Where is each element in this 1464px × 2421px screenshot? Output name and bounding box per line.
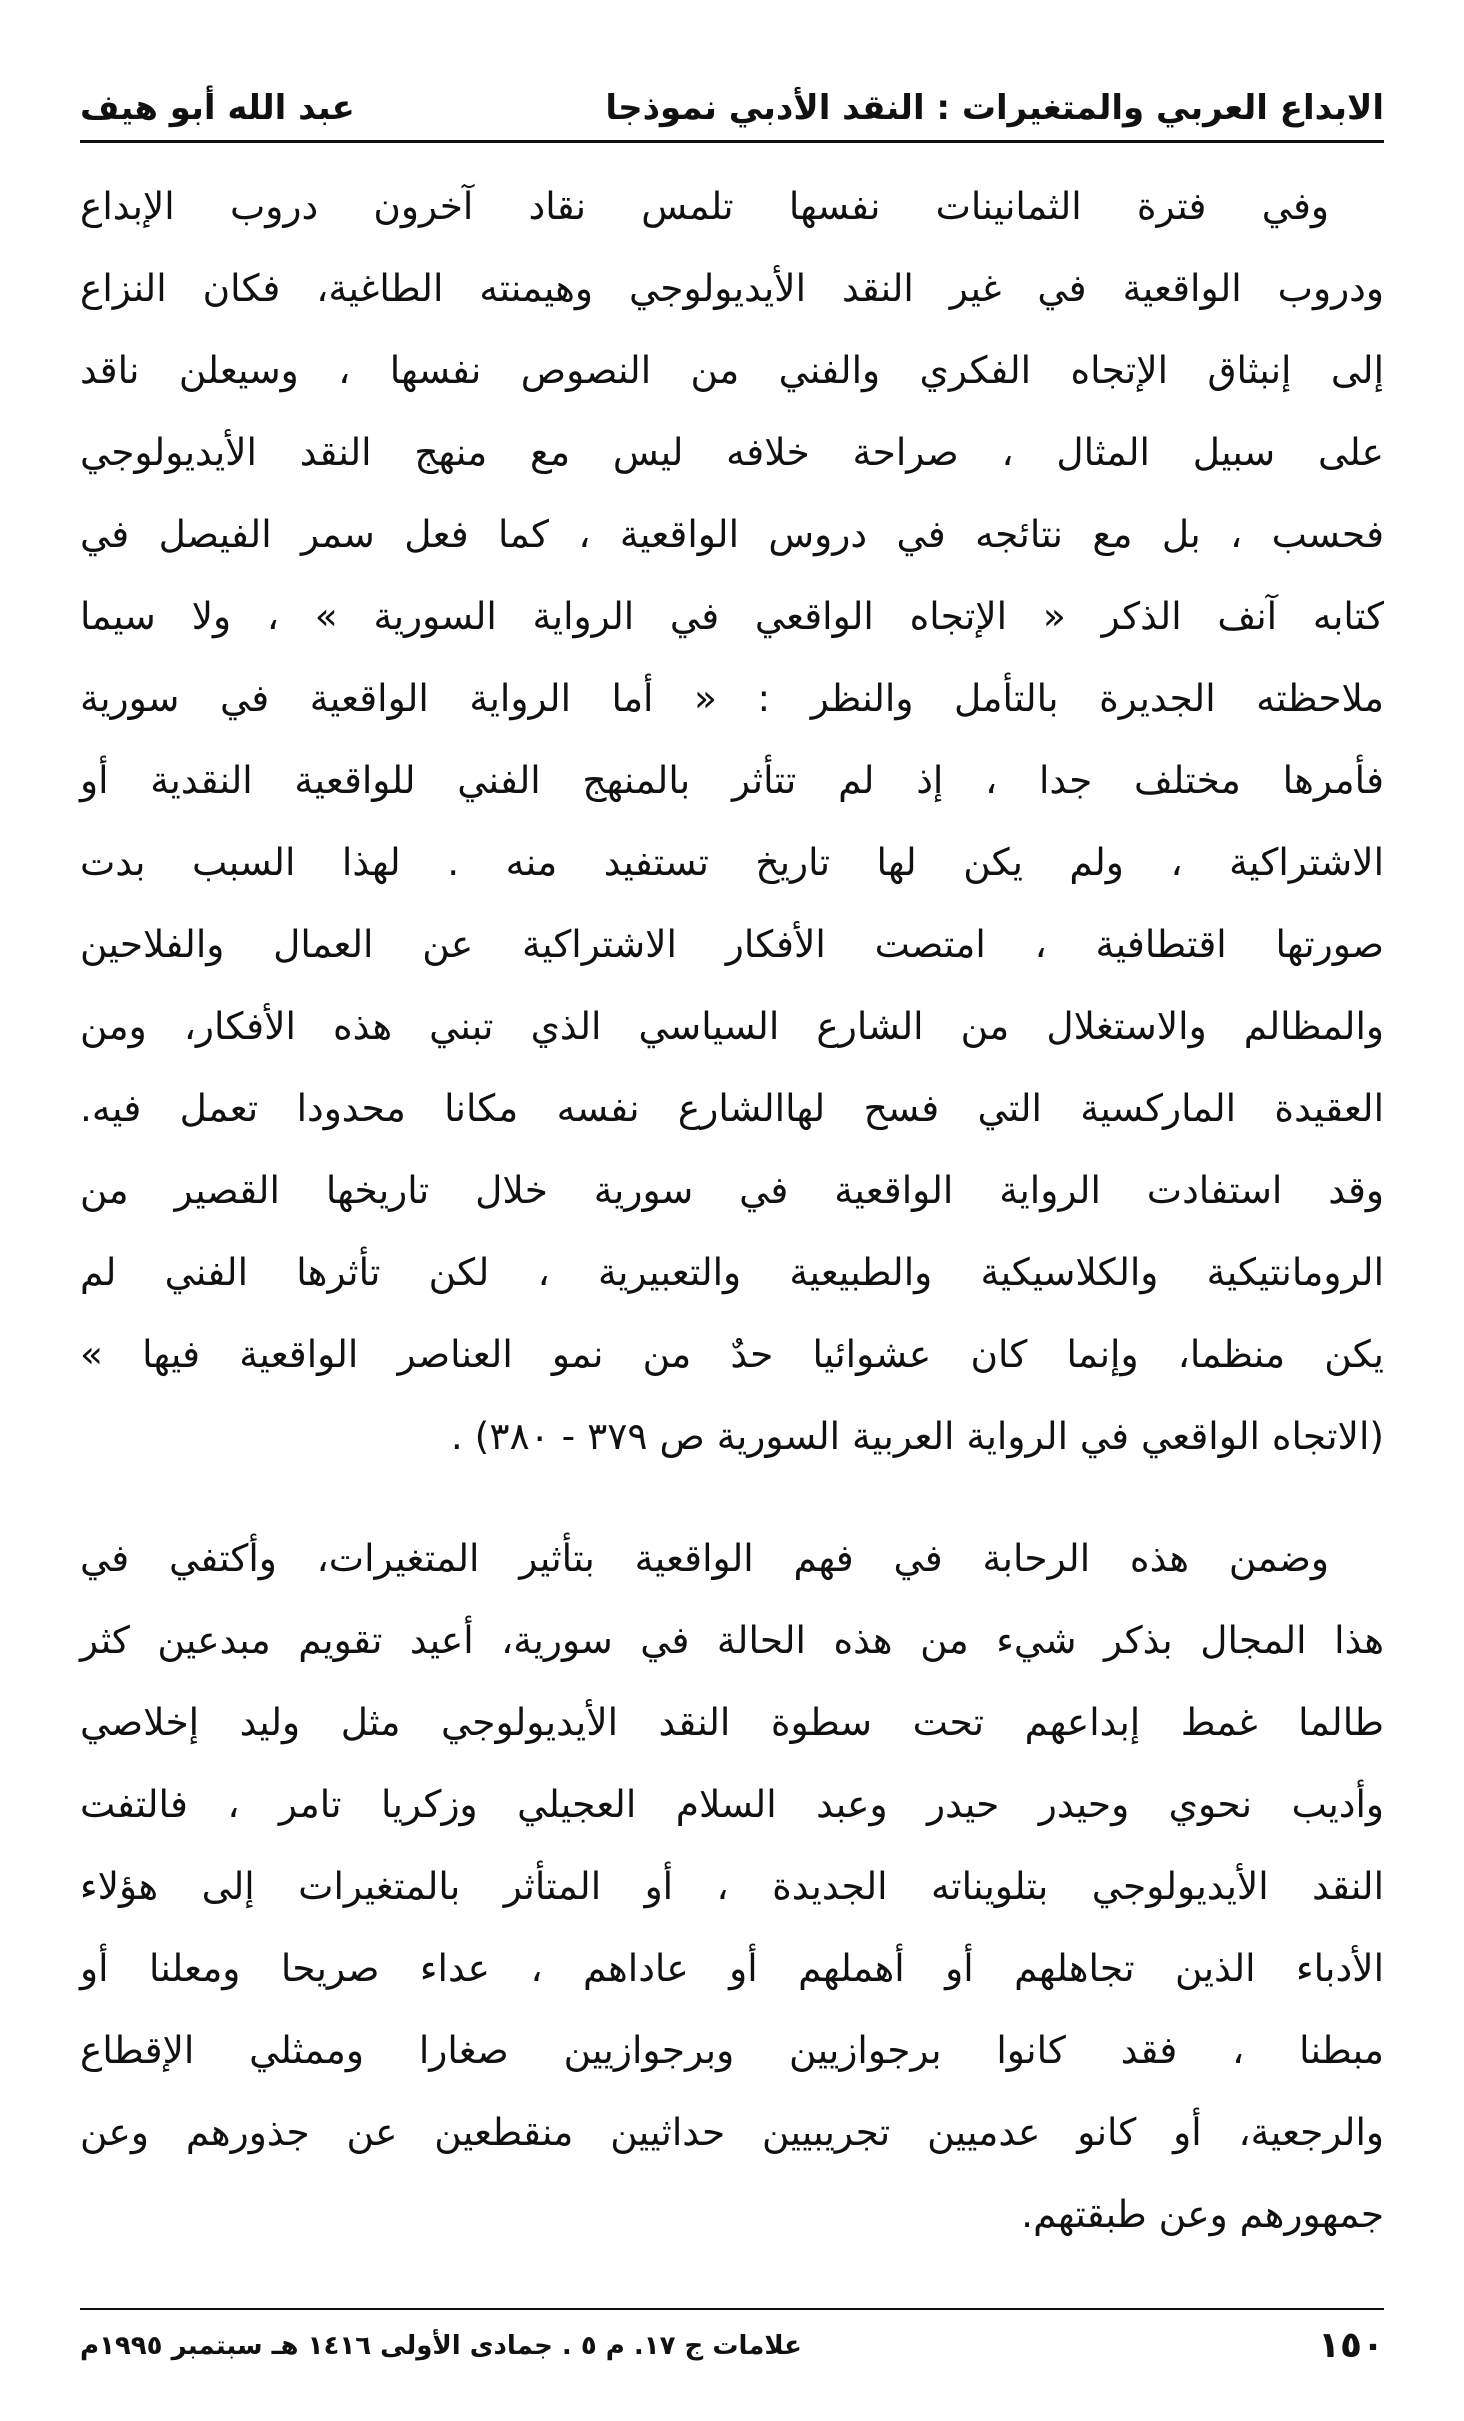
- running-title: الابداع العربي والمتغيرات : النقد الأدبي نموذجا: [605, 88, 1384, 128]
- text-line: والمظالم والاستغلال من الشارع السياسي الذي تبني هذه الأفكار، ومن: [80, 1004, 1384, 1048]
- page-footer: [80, 2325, 1384, 2366]
- page-number: ١٥٠: [1318, 2325, 1384, 2366]
- author-name: عبد الله أبو هيف: [80, 88, 355, 128]
- text-line: جمهورهم وعن طبقتهم.: [1021, 2192, 1384, 2236]
- article-body: [80, 165, 1384, 2255]
- text-line: ودروب الواقعية في غير النقد الأيديولوجي وهيمنته الطاغية، فكان النزاع: [80, 266, 1384, 310]
- text-line: النقد الأيديولوجي بتلويناته الجديدة ، أو المتأثر بالمتغيرات إلى هؤلاء: [80, 1864, 1384, 1908]
- text-line: (الاتجاه الواقعي في الرواية العربية السورية ص ٣٧٩ - ٣٨٠) .: [450, 1414, 1384, 1458]
- text-line: هذا المجال بذكر شيء من هذه الحالة في سورية، أعيد تقويم مبدعين كثر: [80, 1618, 1384, 1662]
- page-header: [80, 58, 1384, 128]
- text-line: الاشتراكية ، ولم يكن لها تاريخ تستفيد منه . لهذا السبب بدت: [80, 840, 1384, 884]
- text-line: ملاحظته الجديرة بالتأمل والنظر : « أما الرواية الواقعية في سورية: [80, 676, 1384, 720]
- text-line: طالما غمط إبداعهم تحت سطوة النقد الأيديولوجي مثل وليد إخلاصي: [80, 1700, 1384, 1744]
- footer-divider: [80, 2308, 1384, 2310]
- text-line: وقد استفادت الرواية الواقعية في سورية خلال تاريخها القصير من: [80, 1168, 1384, 1212]
- text-line: وأديب نحوي وحيدر حيدر وعبد السلام العجيلي وزكريا تامر ، فالتفت: [80, 1782, 1384, 1826]
- text-line: إلى إنبثاق الإتجاه الفكري والفني من النصوص نفسها ، وسيعلن ناقد: [80, 348, 1384, 392]
- text-line: وفي فترة الثمانينات نفسها تلمس نقاد آخرون دروب الإبداع: [80, 184, 1329, 228]
- text-line: يكن منظما، وإنما كان عشوائيا حدٌ من نمو العناصر الواقعية فيها »: [80, 1332, 1384, 1376]
- text-line: على سبيل المثال ، صراحة خلافه ليس مع منهج النقد الأيديولوجي: [80, 430, 1384, 474]
- paragraph-2: [80, 1517, 1384, 2255]
- paragraph-1: [80, 165, 1384, 1477]
- text-line: والرجعية، أو كانو عدميين تجريبيين حداثيين منقطعين عن جذورهم وعن: [80, 2110, 1384, 2154]
- text-line: مبطنا ، فقد كانوا برجوازيين وبرجوازيين صغارا وممثلي الإقطاع: [80, 2028, 1384, 2072]
- header-divider: [80, 140, 1384, 143]
- text-line: العقيدة الماركسية التي فسح لهاالشارع نفسه مكانا محدودا تعمل فيه.: [80, 1086, 1384, 1130]
- text-line: فحسب ، بل مع نتائجه في دروس الواقعية ، كما فعل سمر الفيصل في: [80, 512, 1384, 556]
- text-line: الأدباء الذين تجاهلهم أو أهملهم أو عاداهم ، عداء صريحا ومعلنا أو: [80, 1946, 1384, 1990]
- text-line: كتابه آنف الذكر « الإتجاه الواقعي في الرواية السورية » ، ولا سيما: [80, 594, 1384, 638]
- text-line: وضمن هذه الرحابة في فهم الواقعية بتأثير المتغيرات، وأكتفي في: [80, 1536, 1329, 1580]
- text-line: الرومانتيكية والكلاسيكية والطبيعية والتعبيرية ، لكن تأثرها الفني لم: [80, 1250, 1384, 1294]
- issue-info: علامات ج ١٧. م ٥ . جمادى الأولى ١٤١٦ هـ سبتمبر ١٩٩٥م: [80, 2330, 802, 2361]
- text-line: صورتها اقتطافية ، امتصت الأفكار الاشتراكية عن العمال والفلاحين: [80, 922, 1384, 966]
- text-line: فأمرها مختلف جدا ، إذ لم تتأثر بالمنهج الفني للواقعية النقدية أو: [80, 758, 1384, 802]
